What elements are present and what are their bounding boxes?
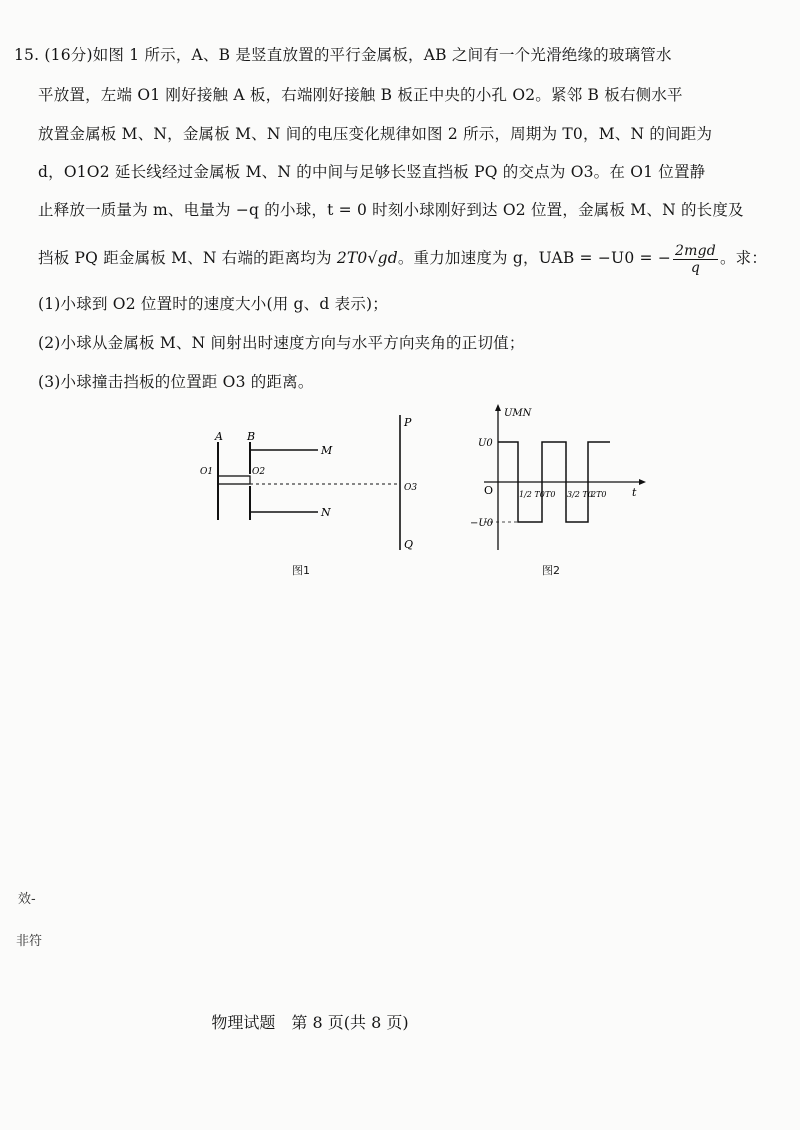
- problem-line-1: [14, 45, 734, 65]
- figure-2-caption: 图2: [542, 564, 560, 577]
- tick-three-half-t0: 3/2 T0: [567, 490, 593, 499]
- origin-label: O: [484, 484, 494, 497]
- problem-points: (16分): [44, 46, 93, 64]
- figure-1: [190, 410, 430, 580]
- line6-distance: 2T0√gd: [336, 249, 398, 267]
- label-q: Q: [404, 538, 414, 551]
- label-o3: O3: [404, 483, 418, 493]
- figure-2: [470, 400, 650, 570]
- fraction-denominator: q: [690, 259, 701, 276]
- figure-1-caption: 图1: [292, 564, 310, 577]
- label-m: M: [321, 444, 333, 457]
- y-axis-label: UMN: [504, 408, 532, 419]
- question-2: (2)小球从金属板 M、N 间射出时速度方向与水平方向夹角的正切值；: [38, 334, 525, 352]
- problem-line-6: [38, 238, 768, 278]
- problem-line-2: 平放置，左端 O1 刚好接触 A 板，右端刚好接触 B 板正中央的小孔 O2。紧邻 B 板右侧水平: [38, 86, 683, 104]
- neg-u0-label: −U0: [470, 518, 494, 529]
- fraction-numerator: 2mgd: [675, 242, 716, 259]
- label-o1: O1: [200, 467, 214, 477]
- y-axis-arrow: [495, 404, 501, 411]
- x-axis-label: t: [632, 486, 637, 499]
- voltage-fraction: [673, 243, 718, 276]
- label-n: N: [321, 506, 331, 519]
- margin-note-2: 非符: [16, 934, 43, 949]
- question-1: (1)小球到 O2 位置时的速度大小(用 g、d 表示)；: [38, 295, 388, 313]
- label-a: A: [215, 430, 223, 443]
- problem-number: 15.: [14, 46, 40, 64]
- problem-line-4: d，O1O2 延长线经过金属板 M、N 的中间与足够长竖直挡板 PQ 的交点为 O3。在 O1 位置静: [38, 163, 706, 181]
- glass-tube: [218, 476, 250, 484]
- question-3: (3)小球撞击挡板的位置距 O3 的距离。: [38, 373, 314, 391]
- tick-2t0: 2T0: [591, 490, 607, 499]
- tick-half-t0: 1/2 T0: [519, 490, 545, 499]
- page-footer: 物理试题 第 8 页(共 8 页): [211, 1013, 409, 1032]
- problem-line-5: 止释放一质量为 m、电量为 −q 的小球，t = 0 时刻小球刚好到达 O2 位置，金属板 M、N 的长度及: [38, 201, 744, 219]
- line6-text-a: 挡板 PQ 距金属板 M、N 右端的距离均为: [38, 249, 332, 267]
- x-axis-arrow: [639, 479, 646, 485]
- label-p: P: [404, 416, 412, 429]
- u0-label: U0: [478, 438, 493, 449]
- line6-text-c: 。重力加速度为 g，UAB = −U0 = −: [397, 249, 672, 267]
- problem-line-3: 放置金属板 M、N，金属板 M、N 间的电压变化规律如图 2 所示，周期为 T0，M、N 的间距为: [38, 125, 713, 143]
- label-o2: O2: [252, 467, 266, 477]
- label-b: B: [247, 430, 256, 443]
- line6-text-d: 。求：: [719, 249, 768, 267]
- tick-t0: T0: [545, 490, 556, 499]
- margin-note-1: 效-: [18, 892, 36, 907]
- problem-intro: 如图 1 所示，A、B 是竖直放置的平行金属板，AB 之间有一个光滑绝缘的玻璃管水: [92, 46, 672, 64]
